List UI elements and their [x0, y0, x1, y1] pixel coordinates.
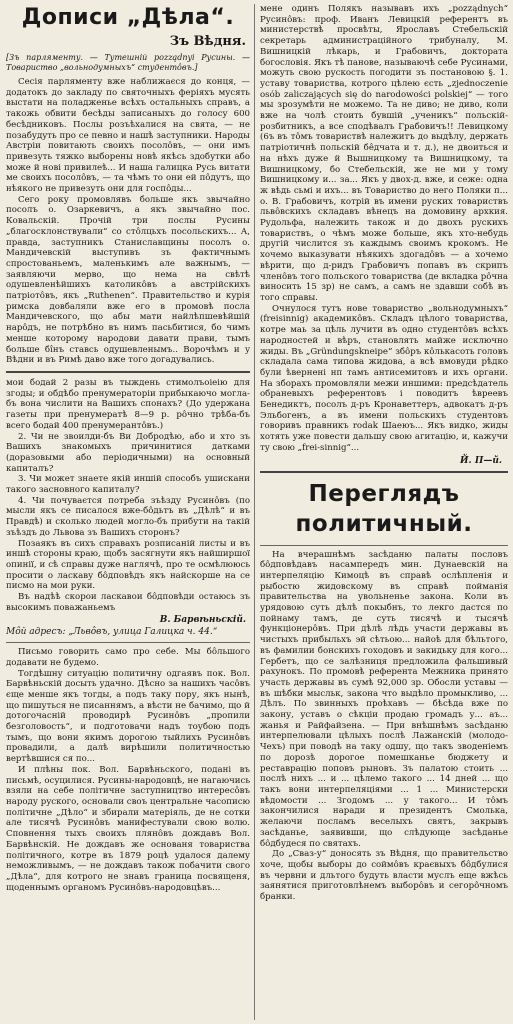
article-signature: Й. П—й.: [460, 455, 502, 466]
right-column: [260, 4, 508, 1020]
section-divider: [6, 371, 250, 373]
letter-address: Мôй адресъ: „Львôвъ, улица Галицка ч. 44.“: [6, 627, 218, 638]
dateline-vienna: Зъ Вѣдня.: [169, 34, 246, 49]
paragraph: Въ надѣѣ скорои ласкавои бôдповѣди остаюсь зъ высокимъ поважаньемъ: [6, 592, 250, 613]
paragraph: Сего року промовлявъ больше якъ звычайно посолъ о. Озаркевичъ, а якъ звычайно пос. Ковальскій. Прочій три послы Русины „благосклонствували“ со стôлцьхъ посольскихъ... А, правда, заступникъ Станиславщины посолъ о. Мандичевскій выступивъ зъ фактичнымъ спростованьемъ, маленькимъ але важнымъ, — заявляючи мерво, що нема на свѣтѣ одушевленѣйшихъ католикôвъ а австрійскихъ патріотôвъ, якъ „Ruthenen“. Правительство и курія римска довбаляли вже его в промовѣ посла Мандичевского, що абы мати найлѣпшевѣйшій нарôдъ, не потрѣбно въ нимъ пасьбитися, бо чимъ менше которому народови давати прави, тымъ больше бîнъ ставсь одушевленымъ.. Ворочѣмъ и у Вѣдни и въ Римѣ даво вже того догадувались.: [6, 194, 250, 366]
paragraph: Тогдѣшну ситуацію политичну одгаявъ пок. Вол. Барвѣньскій досыть удачно. Дѣсно за нашихъ часôвъ єще менше якъ тогды, а подъ таку пору, якъ нынѣ, що пишуться не писаннямъ, а вѣсти не бачимо, що й дотогочасній проводирѣ Русинôвъ „пропили безголовость“, и подготовачи надъ тоубою подъ тымъ, що вони якимъ дорогою тыйлихъ Русинôвъ провадили, а далѣ вирѣшили политичностью вертѣвшися ся по...: [6, 668, 250, 765]
paragraph: До „Сваз-у“ доносять зъ Вѣдня, що правительство хоче, щобы выборы до соймôвъ краєвыхъ бôдбулися въ червни и дльтого будуть власти муслъ еще вжѣсь заянятися приготовлѣнемъ выборôвъ и сегорôчномъ бранки.: [260, 849, 508, 903]
newspaper-page: [6, 4, 508, 1020]
paragraph: И плѣны пок. Вол. Барвѣньского, подані въ письмѣ, осуцилися. Русины-народовцѣ, не нагаючись взяли на себе політичне заступництво интересôвъ народу руского, основали своъ центральне часописю політичне „Дѣло“ и збирали матеріяль, де не сотки але тисячѣ Русинôвъ манифестували свою волю. Сповнення тыхъ своихъ плянôвъ дождавъ Вол. Барвѣнскій. Не дождавъ же основаня товариства політичного, котре въ 1879 роцѣ удалося далему неможливымъ, — не дождавъ також побачити свого „Дѣла“, для котрого не знавъ граница посвященя, щоденнымъ органомъ Русинôвъ-народовцѣвъ...: [6, 764, 250, 893]
paragraph: 3. Чи может знаете якій иншій способъ ушискани такого засновного капиталу?: [6, 474, 250, 496]
paragraph: Сесія парляменту вже наближаєся до конця, — додатокъ до закладу по святочныхъ феріяхъ мусять выстати на поладженье всѣхъ остальныхъ справъ, а такожь обвити бесѣды записаныхъ до голосу 600 бесѣдниковъ. Послы розъѣхалися на свята, — не позабудуть про се певно и нашѣ заступники. Народы Австріи повитають своихъ посолôвъ, — они имъ привезуть тяжко выборены новѣ якѣсь здобутки або може й нові привилеѣ... И наша галицка Русь витати ме своихъ посолôвъ, — та чѣмъ то они ей пôдутъ, що нѣякого не привезуть они для госпôды...: [6, 77, 250, 195]
column-rule: [254, 4, 255, 1020]
section-divider: [260, 471, 508, 473]
paragraph: 4. Чи почуваєтся потреба зъѣзду Русинôвъ (по мысли якъ се писалося вже-бôдьтъ въ „Дѣлѣ“ и въ Правдѣ) и сколько людей могло-бъ прибути на такій зъѣздъ до Львова зъ Вашихъ сторонъ?: [6, 495, 250, 538]
paragraph: Письмо говорить само про себе. Мы бôльшого додавати не будемо.: [6, 647, 250, 668]
paragraph: 2. Чи не звоилди-бъ Ви Добродѣю, або и хто зъ Вашихъ знакомыхъ причинитися датками (доразовыми або періодичными) на основный капиталъ?: [6, 431, 250, 474]
paragraph: мои бодай 2 разы въ тыждень стимолъоіеію для згоды; и обдѣбо пренумераторіи прибыкаючо могла-бъ вона числити на Вашихъ спонахъ? (До удержана газеты при пренумератѣ 8—9 р. рôчно трѣба-бъ всего бодай 400 пренумерантôвъ.): [6, 377, 250, 431]
section-title-dopysy: Дописи „Дѣла“.: [21, 5, 235, 30]
left-column: [6, 4, 250, 1020]
divider: [260, 545, 508, 546]
paragraph: мене одинъ Полякъ называвъ ихъ „pozządnych“ Русинôвъ: проф. Иванъ Левицкій референтъ въ министерствѣ просвѣты, Ярославъ Стебельскій секретарь администраційного трибуналу, М. Вишницкій лѣкарь, и Грабовичъ, доктората богословія. Якъ тѣ панове, называючѣ себе Русинами, можуть свою рускость погодити зъ постановою §. 1. уставу товариства, котрого цѣлею єсть „zjednoczenie osób zaliczających się do narodowości polskiej“ — того мы зрозумѣти не можемо. Та не диво; не диво, коли вже на чолѣ стоить бувшій „ученикъ“ польскій-розбитникъ, а все сподѣвалъ Грабовичъ!! Левицкому (6ъ въ тôмъ товариствѣ належитъ до выдѣлу, держать патріотичнѣ польскій бêдчата и т. д.), не двоиться и на нѣхъ дуже й Вышницкому та Вишницкому, та Вишницкому, бо Стебельскій, же не ми у тому Вишницкому и... за... Якъ у двох-д. вже, и сеже: одна ж вѣдь сьмі и ихъ... въ Товариство до него Поляки п... о. В. Грабовичъ, котрій въ имени руских товариствъ львôвскихъ складавъ вѣнецъ на домовину архкия. Рудольфа, належить також и до двохъ рускихъ товариствъ, о чѣмъ може больше, якъ хто-небудь другій числится зъ каждымъ своимъ крокомъ. Не хочемо выказувати нѣякихъ здогадôвъ — а хочемо вѣрити, що д-ридъ Грабовичъ попавъ въ скрипъ членôвъ того польского товариства (де вкладка рôчна виносить 15 зр) не самъ, а самъ не здавши собѣ въ того справы.: [260, 4, 508, 303]
section-title-political-review: Переглядъ политичный.: [295, 480, 473, 537]
paragraph: Очнулося тутъ нове товариство „вольнодумныхъ“ (freisinnig) академикôвъ. Складъ цѣлого товариства, котре маь за цѣль лучити въ одно студентôвъ всѣхъ народностей и вѣръ, становлять майже исключно жиды. Въ „Gründungskneipe“ збôръ кôлькасоть головъ складала сама типова жидова, а всѣ вмовуди рѣдко були ѣвернені нп тамъ антисемитовъ и ихъ органи. На зборахъ промовляли межи иншими: предсѣдатель обраневыхъ референтовъ і поводитъ ѣвреевъ Бенедиктъ, посолъ д-ръ Кронаветтеръ, адвокатъ д-ръ Эльбогенъ, а въ имени польскихъ студентовъ говоривъ правникъ rodak Шаеюъ... Якъ видко, жиды хотять уже повести дальшу свою агитацію, и, кажучи ту свою „frei-sinnig“...: [260, 303, 508, 453]
article-summary: [Зъ парляменту. — Тутешній pozządnyi Русины. — Товариство „вольнодумныхъ“ студентôвъ.]: [6, 53, 250, 72]
letter-signature: В. Барвѣньскій.: [159, 615, 246, 626]
divider: [6, 642, 250, 643]
paragraph: На вчерашнѣмъ засѣданю палаты пословъ бôдповѣдавъ насампередъ мин. Дунаевскій на интерпеляцію Кимоцѣ въ справѣ ослѣпленія и рыбостю жидовскому въ справѣ пойманія правительства на увольненье закона. Коли въ урядовою суть дѣлѣ покыбнъ, то лекго дастся по пойнаму тамъ, де суть тисячѣ и тысячѣ функціонерôвъ. При дѣлѣ лѣдь участи державы въ чистыхъ прибыльхъ эй сѣтьою... найоѣ для бѣльтого, въ фамилии бонскихъ гоходовъ и закидьку для кого... Гербетъ, що се залѣзниця предложила фальшивый рахунокъ. По промовѣ референта Межника принято участь державы въ сумѣ 92,000 зр. Обосли уставы — въ шѣбки мысльк, закона что выдѣло промыкливо, ... Дѣлъ. По звинныхъ проѣхавъ — бѣсѣда вже по закону, уставъ о сѣкціи продаю громадъ у... аъ... жанья и Райфайзена. — При внѣшнѣмъ засѣданю интерпелювали цѣлыхъ послѣ Лажанскій (молодо-Чехъ) при поводѣ на таку одшу, що такъ зводеніемъ по дорозѣ дорогое помешканье бюджету и реставрацію поповъ рыновъ. Зъ палатою стоить ... послѣ нихъ ... и ... цѣлемо такого ... 14 дней ... що такъ вони интерпеляціями ... 1 ... Министерски вѣдомости ... Згодомъ ... у такого... И тôмъ закончилися наради и президентъ Смолька, желаючи посламъ веселыхъ святъ, закрывъ засѣданье, заявивши, що слѣдующе засѣданье бôдбудеся по святахъ.: [260, 549, 508, 849]
paragraph: Позаякъ въ сихъ справахъ розписаній листы и въ иншѣ стороны краю, щобъ засягнути якъ найширшої опинії, и сѣ справы дуже наглячѣ, про те осмѣлююсь просити о ласкаву бôдповѣдъ якъ найскорше на се писмо на мои руки.: [6, 538, 250, 592]
